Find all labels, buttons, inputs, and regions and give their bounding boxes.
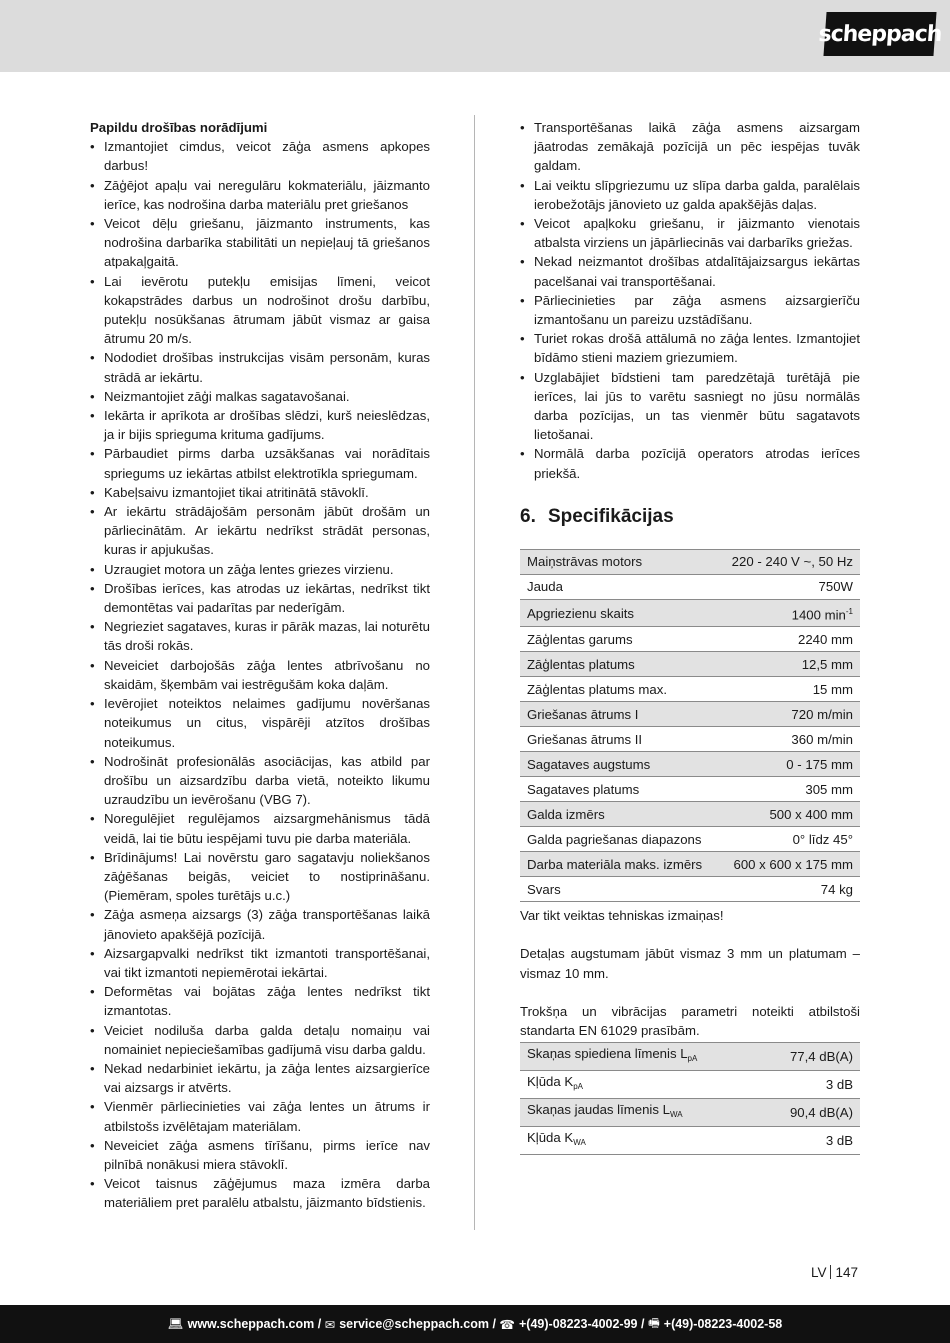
list-item: • Ievērojiet noteiktos nelaimes gadījumu novēršanas noteikumus un citus, vispārēji atzītos drošības noteikumus. bbox=[90, 694, 430, 752]
page-number bbox=[811, 1265, 858, 1280]
table-row bbox=[520, 827, 860, 852]
list-item: • Izmantojiet cimdus, veicot zāģa asmens apkopes darbus! bbox=[90, 137, 430, 175]
list-item: • Brīdinājums! Lai novērstu garo sagatavju noliekšanos zāģēšanas beigās, veiciet to nostiprināšanu. (Piemēram, spoles turētājs u.c.) bbox=[90, 848, 430, 906]
list-item: • Normālā darba pozīcijā operators atrodas ierīces priekšā. bbox=[520, 444, 860, 482]
spec-value-text: 305 mm bbox=[805, 781, 853, 797]
technical-changes-note: Var tikt veiktas tehniskas izmaiņas! bbox=[520, 908, 724, 924]
noise-label-subscript: pA bbox=[573, 1082, 583, 1092]
spec-value bbox=[718, 652, 860, 677]
section-title bbox=[520, 505, 860, 529]
brand-logo: scheppach bbox=[823, 12, 936, 56]
spec-value-text: 12,5 mm bbox=[801, 656, 853, 672]
noise-value: 3 dB bbox=[760, 1071, 860, 1099]
spec-label: Griešanas ātrums II bbox=[520, 727, 718, 752]
spec-value bbox=[718, 752, 860, 777]
footer-email[interactable]: service@scheppach.com bbox=[339, 1317, 489, 1331]
spec-value-superscript: -1 bbox=[845, 606, 853, 616]
safety-list bbox=[90, 137, 430, 1212]
noise-label-text: Kļūda K bbox=[527, 1130, 574, 1146]
spec-label: Apgriezienu skaits bbox=[520, 599, 718, 626]
noise-label-subscript: WA bbox=[573, 1138, 586, 1148]
footer-website[interactable]: www.scheppach.com bbox=[187, 1317, 315, 1331]
spec-value bbox=[718, 777, 860, 802]
noise-label bbox=[520, 1099, 760, 1127]
table-row bbox=[520, 1071, 860, 1099]
spec-value-text: 1400 min bbox=[791, 607, 846, 623]
spec-value bbox=[718, 852, 860, 877]
section-title-text: Specifikācijas bbox=[548, 505, 674, 527]
spec-value bbox=[718, 574, 860, 599]
list-item: • Lai ievērotu putekļu emisijas līmeni, veicot kokapstrādes darbus un nodrošinot drošu darbību, putekļu nosūkšanas ātrumam jābūt vismaz ar gaisa ātrumu 20 m/s. bbox=[90, 272, 430, 349]
footer-fax: +(49)-08223-4002-58 bbox=[663, 1317, 783, 1331]
safety-list-continued bbox=[520, 118, 860, 483]
footer-sep: / bbox=[317, 1317, 322, 1331]
noise-value: 3 dB bbox=[760, 1127, 860, 1155]
table-row bbox=[520, 1043, 860, 1071]
table-row bbox=[520, 727, 860, 752]
spec-label: Galda pagriešanas diapazons bbox=[520, 827, 718, 852]
table-row bbox=[520, 549, 860, 574]
list-item: • Turiet rokas drošā attālumā no zāģa lentes. Izmantojiet bīdāmo stieni maziem griezumiem. bbox=[520, 329, 860, 367]
table-row bbox=[520, 574, 860, 599]
spec-label: Sagataves platums bbox=[520, 777, 718, 802]
list-item: • Veiciet nodiluša darba galda detaļu nomaiņu vai nomainiet nepieciešamības gadījumā visu darba galdu. bbox=[90, 1021, 430, 1059]
spec-value bbox=[718, 827, 860, 852]
spec-value-text: 74 kg bbox=[820, 881, 853, 897]
list-item: • Nekad neizmantot drošības atdalītājaizsargus iekārtas pacelšanai vai transportēšanai. bbox=[520, 252, 860, 290]
table-row bbox=[520, 802, 860, 827]
spec-label: Svars bbox=[520, 877, 718, 902]
table-row bbox=[520, 1127, 860, 1155]
noise-label-text: Kļūda K bbox=[527, 1074, 574, 1090]
spec-value bbox=[718, 599, 860, 626]
list-item: • Veicot apaļkoku griešanu, ir jāizmanto vienotais atbalsta virziens un jāpārliecinās vai darbarīks griežas. bbox=[520, 214, 860, 252]
spec-label: Maiņstrāvas motors bbox=[520, 549, 718, 574]
table-row bbox=[520, 652, 860, 677]
spec-value-text: 600 x 600 x 175 mm bbox=[733, 856, 853, 872]
list-item: • Neveiciet zāģa asmens tīrīšanu, pirms ierīce nav pilnībā nonākusi miera stāvoklī. bbox=[90, 1136, 430, 1174]
list-item: • Drošības ierīces, kas atrodas uz iekārtas, nedrīkst tikt demontētas vai padarītas par nederīgām. bbox=[90, 579, 430, 617]
noise-value: 77,4 dB(A) bbox=[760, 1043, 860, 1071]
list-item: • Zāģa asmeņa aizsargs (3) zāģa transportēšanas laikā jānovieto apakšējā pozīcijā. bbox=[90, 905, 430, 943]
spec-value-text: 0 - 175 mm bbox=[786, 756, 853, 772]
spec-value-text: 360 m/min bbox=[791, 731, 853, 747]
noise-label-subscript: pA bbox=[687, 1054, 698, 1064]
spec-table bbox=[520, 549, 860, 902]
table-row bbox=[520, 852, 860, 877]
left-column bbox=[90, 118, 430, 1213]
spec-label: Galda izmērs bbox=[520, 802, 718, 827]
page-language: LV bbox=[810, 1265, 827, 1280]
list-item: • Uzglabājiet bīdstieni tam paredzētajā turētājā pie ierīces, lai jūs to varētu sasniegt no jūsu normālās darba pozīcijas, un tas vienmēr būtu sagatavots lietošanai. bbox=[520, 368, 860, 445]
fax-icon: 🖷︎ bbox=[647, 1315, 660, 1330]
list-item: • Nodrošināt profesionālās asociācijas, kas atbild par drošību un aizsardzību darba vietā, noteikto likumu uzraudzību un ievērošanu (VBG 7). bbox=[90, 752, 430, 810]
page-number-separator bbox=[830, 1265, 831, 1279]
list-item: • Lai veiktu slīpgriezumu uz slīpa darba galda, paralēlais ierobežotājs jānovieto uz galda apakšējās daļas. bbox=[520, 176, 860, 214]
spec-label: Zāģlentas platums bbox=[520, 652, 718, 677]
list-item: • Zāģējot apaļu vai neregulāru kokmateriālu, jāizmanto ierīce, kas nodrošina darba materiālu pret griešanos bbox=[90, 176, 430, 214]
spec-value bbox=[718, 877, 860, 902]
noise-label-subscript: WA bbox=[669, 1110, 683, 1120]
list-item: • Veicot taisnus zāģējumus maza izmēra darba materiāliem pret paralēlu atbalstu, jāizmanto bīdstienis. bbox=[90, 1174, 430, 1212]
list-item: • Ar iekārtu strādājošām personām jābūt drošām un pārliecinātām. Ar iekārtu nedrīkst strādāt personas, kuras ir apjukušas. bbox=[90, 502, 430, 560]
list-item: • Pārliecinieties par zāģa asmens aizsargierīču izmantošanu un pareizu uzstādīšanu. bbox=[520, 291, 860, 329]
spec-value-text: 15 mm bbox=[812, 681, 853, 697]
list-item: • Aizsargapvalki nedrīkst tikt izmantoti transportēšanai, vai tikt izmantoti nepiemērotai iekārtai. bbox=[90, 944, 430, 982]
table-row bbox=[520, 599, 860, 626]
spec-value-text: 750W bbox=[818, 579, 853, 595]
spec-value bbox=[718, 802, 860, 827]
list-item: • Kabeļsaivu izmantojiet tikai atritinātā stāvoklī. bbox=[90, 483, 430, 502]
column-divider bbox=[474, 115, 475, 1230]
spec-value-text: 720 m/min bbox=[791, 706, 853, 722]
noise-standard-note: Trokšņa un vibrācijas parametri noteikti atbilstoši standarta EN 61029 prasībām. bbox=[520, 1003, 860, 1039]
spec-value-text: 500 x 400 mm bbox=[769, 806, 853, 822]
footer-sep: / bbox=[492, 1317, 496, 1331]
noise-label-text: Skaņas spiediena līmenis L bbox=[527, 1046, 688, 1062]
footer-sep: / bbox=[640, 1317, 645, 1331]
list-item: • Iekārta ir aprīkota ar drošības slēdzi, kurš neieslēdzas, ja ir bijis sprieguma krituma gadījums. bbox=[90, 406, 430, 444]
header-bar bbox=[0, 0, 950, 72]
section-number: 6. bbox=[520, 505, 536, 527]
table-row bbox=[520, 752, 860, 777]
table-row bbox=[520, 702, 860, 727]
list-item: • Nekad nedarbiniet iekārtu, ja zāģa lentes aizsargierīce vai aizsargs ir atvērts. bbox=[90, 1059, 430, 1097]
footer-phone[interactable]: +(49)-08223-4002-99 bbox=[519, 1317, 638, 1331]
spec-value bbox=[718, 549, 860, 574]
list-item: • Noregulējiet regulējamos aizsargmehānismus tādā veidā, lai tie būtu iespējami tuvu pie darba materiāla. bbox=[90, 809, 430, 847]
table-row bbox=[520, 627, 860, 652]
list-item: • Uzraugiet motora un zāģa lentes griezes virzienu. bbox=[90, 560, 430, 579]
noise-label bbox=[520, 1071, 760, 1099]
spec-label: Darba materiāla maks. izmērs bbox=[520, 852, 718, 877]
noise-value: 90,4 dB(A) bbox=[760, 1099, 860, 1127]
spec-label: Griešanas ātrums I bbox=[520, 702, 718, 727]
list-item: • Pārbaudiet pirms darba uzsākšanas vai norādītais spriegums uz iekārtas atbilst elektrotīkla spriegumam. bbox=[90, 444, 430, 482]
spec-value bbox=[718, 677, 860, 702]
spec-label: Zāģlentas garums bbox=[520, 627, 718, 652]
workpiece-size-note: Detaļas augstumam jābūt vismaz 3 mm un platumam – vismaz 10 mm. bbox=[520, 946, 860, 981]
list-item: • Neizmantojiet zāģi malkas sagatavošanai. bbox=[90, 387, 430, 406]
footer-bar bbox=[0, 1305, 950, 1343]
spec-value-text: 220 - 240 V ~, 50 Hz bbox=[731, 554, 853, 570]
spec-value bbox=[718, 727, 860, 752]
noise-label bbox=[520, 1043, 760, 1071]
list-item: • Negrieziet sagataves, kuras ir pārāk mazas, lai noturētu tās droši rokās. bbox=[90, 617, 430, 655]
spec-value-text: 2240 mm bbox=[798, 631, 853, 647]
spec-value bbox=[718, 702, 860, 727]
computer-icon: 💻︎ bbox=[167, 1316, 184, 1331]
noise-label bbox=[520, 1127, 760, 1155]
email-icon: ✉︎ bbox=[324, 1317, 336, 1332]
noise-table bbox=[520, 1042, 860, 1155]
spec-label: Sagataves augstums bbox=[520, 752, 718, 777]
table-row bbox=[520, 677, 860, 702]
spec-value bbox=[718, 627, 860, 652]
spec-label: Zāģlentas platums max. bbox=[520, 677, 718, 702]
list-item: • Veicot dēļu griešanu, jāizmanto instruments, kas nodrošina darbarīka stabilitāti un nepieļauj tā griešanos atpakaļgaitā. bbox=[90, 214, 430, 272]
spec-label: Jauda bbox=[520, 574, 718, 599]
spec-value-text: 0° līdz 45° bbox=[792, 831, 853, 847]
phone-icon: ☎︎ bbox=[499, 1317, 515, 1332]
right-column bbox=[520, 118, 860, 1155]
table-row bbox=[520, 877, 860, 902]
list-item: • Nododiet drošības instrukcijas visām personām, kuras strādā ar iekārtu. bbox=[90, 348, 430, 386]
table-row bbox=[520, 777, 860, 802]
list-item: • Deformētas vai bojātas zāģa lentes nedrīkst tikt izmantotas. bbox=[90, 982, 430, 1020]
table-row bbox=[520, 1099, 860, 1127]
safety-heading: Papildu drošības norādījumi bbox=[90, 120, 268, 135]
noise-label-text: Skaņas jaudas līmenis L bbox=[527, 1102, 670, 1118]
list-item: • Vienmēr pārliecinieties vai zāģa lentes un ātrums ir atbilstošs izvēlētajam materiālam. bbox=[90, 1097, 430, 1135]
page-number-value: 147 bbox=[835, 1265, 858, 1280]
list-item: • Transportēšanas laikā zāģa asmens aizsargam jāatrodas zemākajā pozīcijā un pēc iespējas tuvāk galdam. bbox=[520, 118, 860, 176]
list-item: • Neveiciet darbojošās zāģa lentes atbrīvošanu no skaidām, šķembām vai iestrēgušām koka daļām. bbox=[90, 656, 430, 694]
